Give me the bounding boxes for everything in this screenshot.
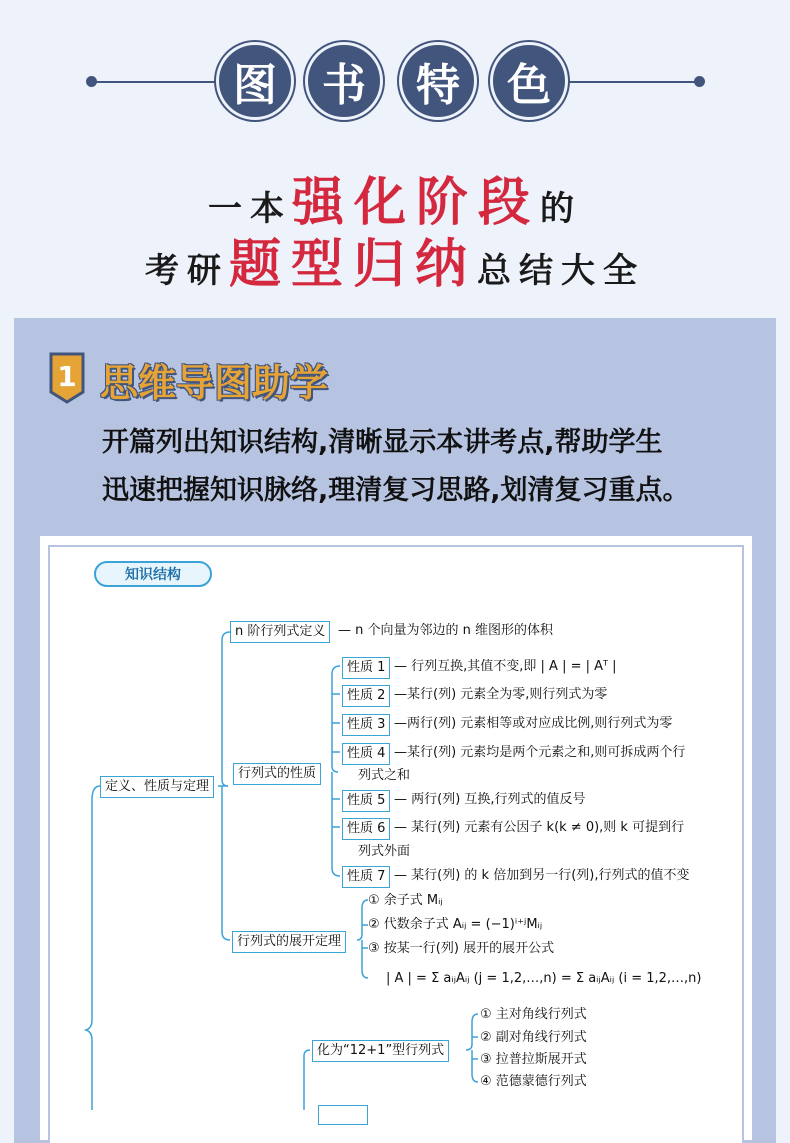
prop-3-text: —两行(列) 元素相等或对应成比例,则行列式为零 <box>394 716 673 731</box>
prop-1-label: 性质 1 <box>342 657 390 679</box>
mindmap-root: 定义、性质与定理 <box>100 776 214 798</box>
prop-5-label: 性质 5 <box>342 790 390 812</box>
title-char-2: 书 <box>305 42 383 120</box>
prop-2-text: —某行(列) 元素全为零,则行列式为零 <box>394 687 608 702</box>
prop-3-label: 性质 3 <box>342 714 390 736</box>
reduce-item-1: ① 主对角线行列式 <box>480 1007 587 1022</box>
slogan-1-post: 的 <box>540 189 582 229</box>
slogan-2-pre: 考研 <box>144 251 229 291</box>
slogan-1-pre: 一本 <box>207 189 292 229</box>
prop-6-label: 性质 6 <box>342 818 390 840</box>
node-definition-text: — n 个向量为邻边的 n 维图形的体积 <box>338 623 554 638</box>
section-number: 1 <box>57 360 77 393</box>
prop-5-text: — 两行(列) 互换,行列式的值反号 <box>394 792 586 807</box>
prop-4-label: 性质 4 <box>342 743 390 765</box>
prop-1-text: — 行列互换,其值不变,即 | A | = | Aᵀ | <box>394 659 617 674</box>
title-char-1: 图 <box>216 42 294 120</box>
title-char-4: 色 <box>490 42 568 120</box>
expansion-formula: | A | = Σ aᵢⱼAᵢⱼ (j = 1,2,…,n) = Σ aᵢⱼAᵢⱼ (i = 1,2,…,n) <box>386 971 702 986</box>
expansion-item-1: ① 余子式 Mᵢⱼ <box>368 893 443 908</box>
prop-6-text-cont: 列式外面 <box>358 844 411 859</box>
node-definition: n 阶行列式定义 <box>230 621 330 643</box>
reduce-item-4: ④ 范德蒙德行列式 <box>480 1074 587 1089</box>
slogan-2-emphasis: 题型归纳 <box>228 234 477 295</box>
node-reduce: 化为“12+1”型行列式 <box>312 1040 449 1062</box>
mindmap-tag: 知识结构 <box>94 561 212 587</box>
prop-6-text: — 某行(列) 元素有公因子 k(k ≠ 0),则 k 可提到行 <box>394 820 685 835</box>
title-char-3: 特 <box>399 42 477 120</box>
node-expansion: 行列式的展开定理 <box>232 931 346 953</box>
reduce-item-3: ③ 拉普拉斯展开式 <box>480 1052 587 1067</box>
prop-7-text: — 某行(列) 的 k 倍加到另一行(列),行列式的值不变 <box>394 868 690 883</box>
prop-7-label: 性质 7 <box>342 866 390 888</box>
reduce-item-2: ② 副对角线行列式 <box>480 1030 587 1045</box>
node-properties: 行列式的性质 <box>233 763 321 785</box>
section-title: 思维导图助学 <box>100 361 329 405</box>
prop-2-label: 性质 2 <box>342 685 390 707</box>
prop-4-text: —某行(列) 元素均是两个元素之和,则可拆成两个行 <box>394 745 686 760</box>
prop-4-text-cont: 列式之和 <box>358 768 411 783</box>
slogan-2-post: 总结大全 <box>477 251 645 291</box>
slogan-1-emphasis: 强化阶段 <box>291 172 540 233</box>
section-desc-line-1: 开篇列出知识结构,清晰显示本讲考点,帮助学生 <box>102 427 663 458</box>
expansion-item-3: ③ 按某一行(列) 展开的展开公式 <box>368 941 555 956</box>
section-desc-line-2: 迅速把握知识脉络,理清复习思路,划清复习重点。 <box>102 475 690 506</box>
node-next-partial <box>318 1105 368 1125</box>
expansion-item-2: ② 代数余子式 Aᵢⱼ = (−1)ⁱ⁺ʲMᵢⱼ <box>368 917 543 932</box>
